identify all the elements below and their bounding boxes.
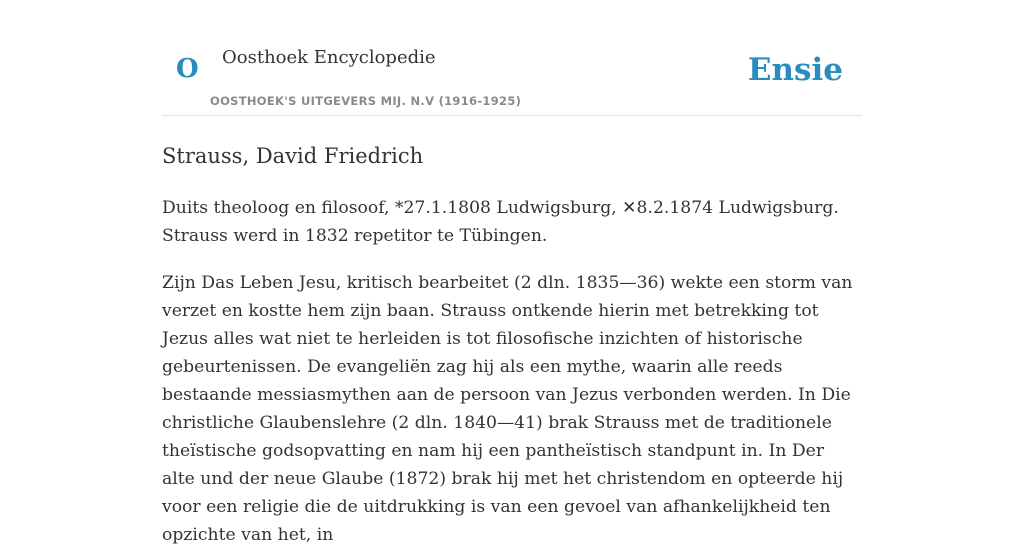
ensie-brand-link[interactable]: Ensie — [747, 52, 843, 88]
article-title: Strauss, David Friedrich — [162, 144, 424, 168]
source-logo[interactable]: O — [176, 54, 199, 84]
article-body — [162, 194, 862, 549]
source-title[interactable]: Oosthoek Encyclopedie — [222, 47, 436, 68]
article-paragraph: Zijn Das Leben Jesu, kritisch bearbeitet (2 dln. 1835—36) wekte een storm van verzet en kostte hem zijn baan. Strauss ontkende hierin met betrekking tot Jezus alles wat niet te herleiden is tot filosofische inzichten of historische gebeurtenissen. De evangeliën zag hij als een mythe, waarin alle reeds bestaande messiasmythen aan de persoon van Jezus verbonden werden. In Die christliche Glaubenslehre (2 dln. 1840—41) brak Strauss met de traditionele theïstische godsopvatting en nam hij een pantheïstisch standpunt in. In Der alte und der neue Glaube (1872) brak hij met het christendom en opteerde hij voor een religie die de uitdrukking is van een gevoel van afhankelijkheid ten opzichte van het, in — [162, 273, 853, 545]
article-paragraph: Duits theoloog en filosoof, *27.1.1808 Ludwigsburg, ✕8.2.1874 Ludwigsburg. Strauss werd in 1832 repetitor te Tübingen. — [162, 198, 839, 246]
article — [162, 142, 862, 549]
page — [162, 0, 862, 545]
source-subtitle: OOSTHOEK'S UITGEVERS MIJ. N.V (1916-1925) — [210, 94, 522, 108]
site-header — [162, 0, 862, 116]
